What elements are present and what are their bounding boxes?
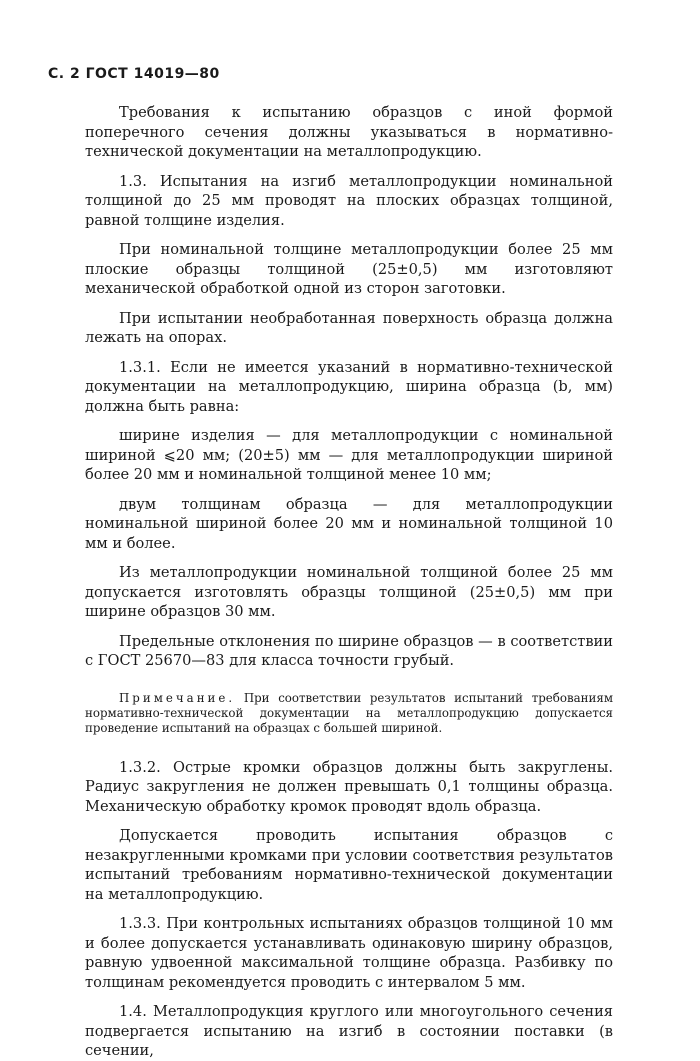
- paragraph: 1.3.2. Острые кромки образцов должны быть закруглены. Радиус закругления не должен превышать 0,1 толщины образца. Механическую обработку кромок проводят вдоль образца.: [85, 758, 613, 815]
- paragraph: При номинальной толщине металлопродукции более 25 мм плоские образцы толщиной (25±0,5) мм изготовляют механической обработкой одной из сторон заготовки.: [85, 241, 613, 297]
- page-header: С. 2 ГОСТ 14019—80: [48, 66, 220, 82]
- note-text: При соответствии результатов испытаний требованиям нормативно-технической документации на металлопродукцию допускается проведение испытаний на образцах с большей шириной.: [85, 690, 613, 735]
- paragraph: Предельные отклонения по ширине образцов — в соответствии с ГОСТ 25670—83 для класса точности грубый.: [85, 632, 613, 669]
- note-label: Примечание.: [119, 690, 236, 705]
- paragraph: 1.3. Испытания на изгиб металлопродукции номинальной толщиной до 25 мм проводят на плоских образцах толщиной, равной толщине изделия.: [85, 172, 613, 229]
- paragraph: Допускается проводить испытания образцов с незакругленными кромками при условии соответствия результатов испытаний требованиям нормативно-технической документации на металлопродукцию.: [85, 827, 613, 903]
- paragraph: 1.3.3. При контрольных испытаниях образцов толщиной 10 мм и более допускается устанавливать одинаковую ширину образцов, равную удвоенной максимальной толщине образца. Разбивку по толщинам рекомендуется проводить с интервалом 5 мм.: [85, 915, 613, 991]
- paragraph: двум толщинам образца — для металлопродукции номинальной шириной более 20 мм и номинальной толщиной 10 мм и более.: [85, 495, 613, 552]
- note: [85, 691, 613, 736]
- paragraph: Из металлопродукции номинальной толщиной более 25 мм допускается изготовлять образцы толщиной (25±0,5) мм при ширине образцов 30 мм.: [85, 564, 613, 620]
- paragraph: 1.3.1. Если не имеется указаний в нормативно-технической документации на металлопродукцию, ширина образца (b, мм) должна быть равна:: [85, 358, 613, 415]
- document-body: [85, 103, 613, 1061]
- paragraph: При испытании необработанная поверхность образца должна лежать на опорах.: [85, 309, 613, 346]
- paragraph: Требования к испытанию образцов с иной формой поперечного сечения должны указываться в нормативно-технической документации на металлопродукцию.: [85, 104, 613, 160]
- paragraph: 1.4. Металлопродукция круглого или многоугольного сечения подвергается испытанию на изгиб в состоянии поставки (в сечении,: [85, 1003, 613, 1059]
- paragraph: ширине изделия — для металлопродукции с номинальной шириной ⩽20 мм; (20±5) мм — для металлопродукции шириной более 20 мм и номинальной толщиной менее 10 мм;: [85, 427, 613, 483]
